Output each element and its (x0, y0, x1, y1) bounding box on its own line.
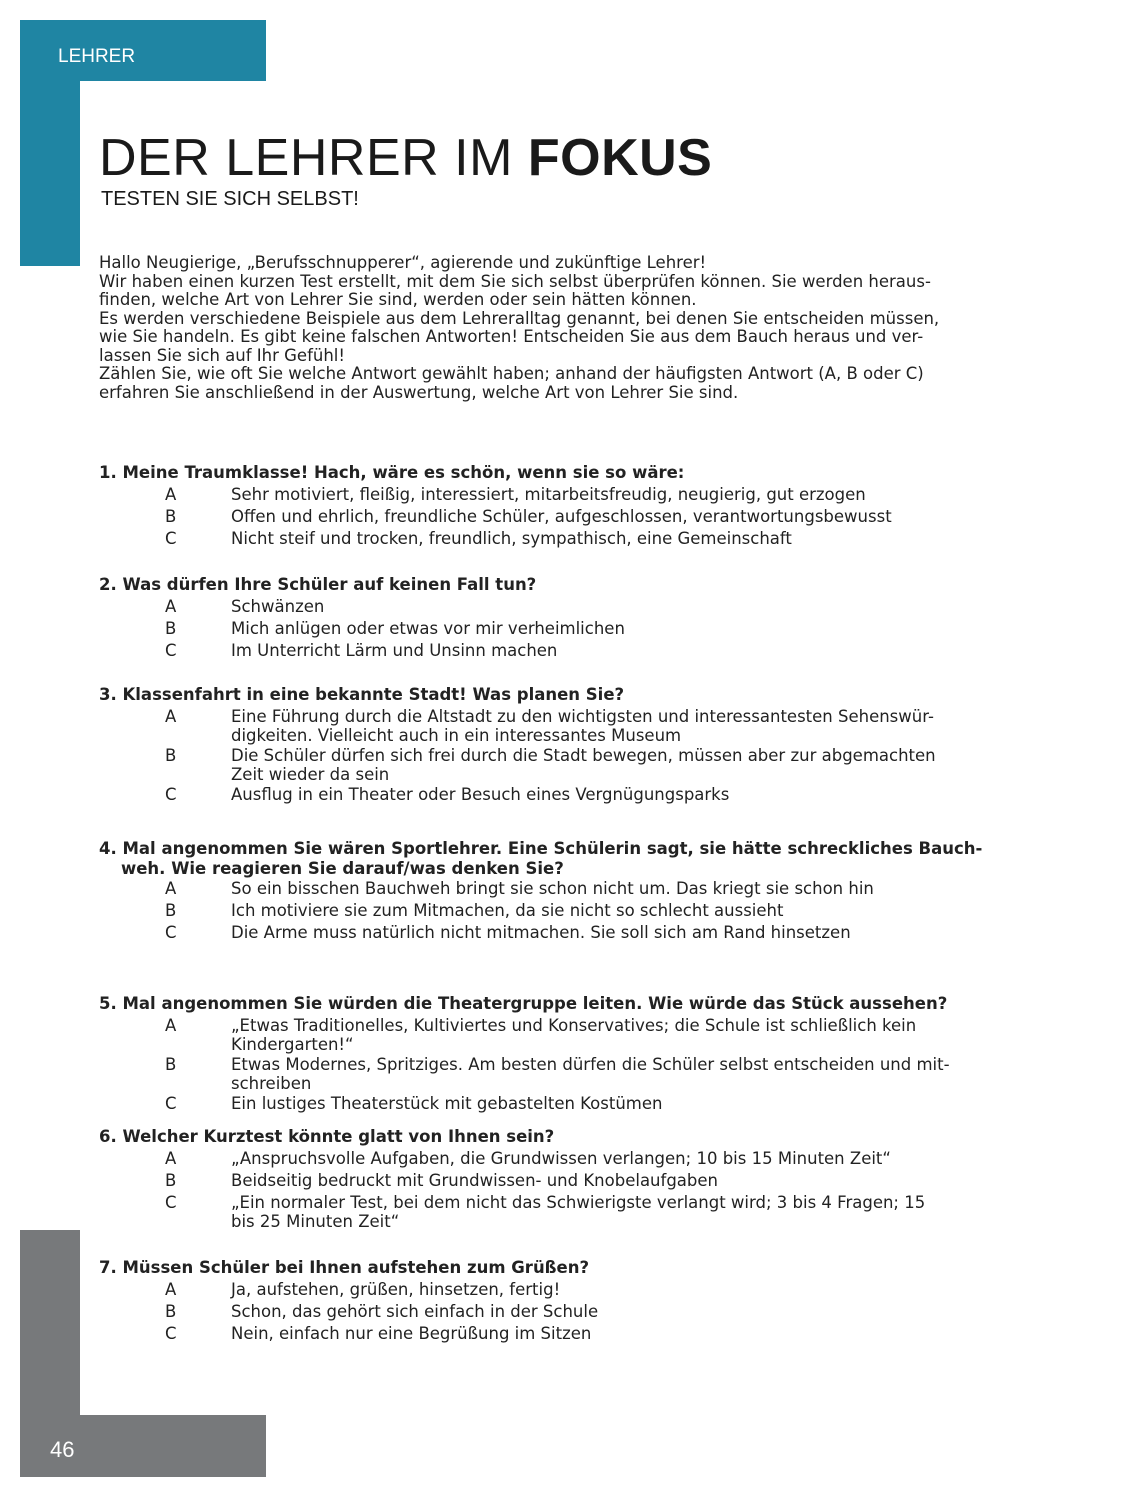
section-label: LEHRER (58, 46, 136, 67)
question-2 (99, 574, 625, 662)
answer-letter: A (165, 1016, 177, 1035)
answer-option-c (99, 1192, 925, 1231)
intro-line: Es werden verschiedene Beispiele aus dem Lehreralltag genannt, bei denen Sie entscheiden müssen, (99, 308, 940, 328)
answer-letter: B (165, 1171, 177, 1190)
answer-line: Schon, das gehört sich einfach in der Schule (231, 1302, 599, 1321)
answer-text (231, 1279, 560, 1301)
answer-option-c (99, 784, 936, 806)
question-6 (99, 1126, 925, 1231)
answer-line: Ein lustiges Theaterstück mit gebastelten Kostümen (231, 1094, 663, 1113)
question-title: 1. Meine Traumklasse! Hach, wäre es schön, wenn sie so wäre: (99, 463, 685, 482)
answer-text (231, 878, 874, 900)
answer-line: Nein, einfach nur eine Begrüßung im Sitzen (231, 1324, 592, 1343)
answer-text (231, 922, 851, 944)
answer-line: Beidseitig bedruckt mit Grundwissen- und Knobelaufgaben (231, 1171, 718, 1190)
answer-line: So ein bisschen Bauchweh bringt sie schon nicht um. Das kriegt sie schon hin (231, 879, 874, 898)
intro-line: wie Sie handeln. Es gibt keine falschen Antworten! Entscheiden Sie aus dem Bauch heraus und ver- (99, 327, 924, 346)
answer-option-a (99, 706, 936, 745)
page-number: 46 (50, 1437, 75, 1462)
answer-line: Die Arme muss natürlich nicht mitmachen. Sie soll sich am Rand hinsetzen (231, 923, 851, 942)
answer-letter: B (165, 1302, 177, 1321)
answer-option-a (99, 878, 982, 900)
answer-text (231, 1170, 718, 1192)
title-regular: DER LEHRER (99, 129, 440, 187)
answer-letter: B (165, 901, 177, 920)
answer-text (231, 1015, 916, 1054)
answer-text (231, 596, 324, 618)
page-subtitle: TESTEN SIE SICH SELBST! (101, 188, 359, 210)
page-title (99, 128, 712, 188)
answer-line: schreiben (231, 1073, 312, 1093)
answer-text (231, 1093, 662, 1115)
answer-letter: C (165, 529, 177, 548)
answer-option-c (99, 922, 982, 944)
answer-option-a (99, 1148, 925, 1170)
answer-line: Nicht steif und trocken, freundlich, sympathisch, eine Gemeinschaft (231, 529, 792, 548)
answer-line: Schwänzen (231, 597, 325, 616)
answer-letter: C (165, 923, 177, 942)
answer-letter: B (165, 619, 177, 638)
answer-letter: C (165, 1094, 177, 1113)
answer-text (231, 1192, 925, 1231)
answer-option-b (99, 1170, 925, 1192)
answer-option-a (99, 596, 625, 618)
answer-line: Im Unterricht Lärm und Unsinn machen (231, 641, 558, 660)
answer-option-a (99, 1279, 598, 1301)
intro-line: Hallo Neugierige, „Berufsschnupperer“, agierende und zukünftige Lehrer! (99, 253, 707, 272)
answer-text (231, 1301, 598, 1323)
answer-letter: C (165, 1324, 177, 1343)
intro-line: Zählen Sie, wie oft Sie welche Antwort gewählt haben; anhand der häufigsten Antwort (A, B oder C) (99, 364, 924, 383)
answer-text (231, 1054, 950, 1093)
answer-text (231, 706, 934, 745)
intro-line: finden, welche Art von Lehrer Sie sind, werden oder sein hätten können. (99, 290, 697, 309)
answer-text (231, 1323, 591, 1345)
answer-line: Etwas Modernes, Spritziges. Am besten dürfen die Schüler selbst entscheiden und mit- (231, 1055, 950, 1074)
question-3 (99, 684, 936, 806)
title-im: IM (454, 129, 513, 187)
answer-letter: C (165, 641, 177, 660)
question-1 (99, 462, 892, 550)
answer-option-b (99, 506, 892, 528)
question-title: 3. Klassenfahrt in eine bekannte Stadt! Was planen Sie? (99, 685, 625, 704)
answer-text (231, 484, 866, 506)
answer-line: Eine Führung durch die Altstadt zu den wichtigsten und interessantesten Sehenswür- (231, 707, 934, 726)
answer-letter: C (165, 1193, 177, 1212)
intro-line: lassen Sie sich auf Ihr Gefühl! (99, 345, 345, 365)
answer-option-c (99, 528, 892, 550)
answer-line: „Anspruchsvolle Aufgaben, die Grundwissen verlangen; 10 bis 15 Minuten Zeit“ (231, 1149, 891, 1168)
answer-text (231, 618, 625, 640)
title-bold: FOKUS (527, 129, 713, 187)
answer-line: Offen und ehrlich, freundliche Schüler, aufgeschlossen, verantwortungsbewusst (231, 507, 892, 526)
answer-option-c (99, 1093, 950, 1115)
answer-letter: C (165, 785, 177, 804)
answer-letter: A (165, 1149, 177, 1168)
question-title: 7. Müssen Schüler bei Ihnen aufstehen zum Grüßen? (99, 1258, 590, 1277)
answer-line: Ausflug in ein Theater oder Besuch eines Vergnügungsparks (231, 785, 730, 804)
answer-line: Kindergarten!“ (231, 1034, 354, 1054)
intro-text (99, 254, 939, 402)
answer-line: „Etwas Traditionelles, Kultiviertes und Konservatives; die Schule ist schließlich kein (231, 1016, 917, 1035)
answer-letter: A (165, 879, 177, 898)
answer-option-b (99, 1301, 598, 1323)
answer-text (231, 784, 729, 806)
answer-letter: A (165, 485, 177, 504)
answer-option-b (99, 618, 625, 640)
answer-letter: A (165, 1280, 177, 1299)
question-title: 5. Mal angenommen Sie würden die Theatergruppe leiten. Wie würde das Stück aussehen? (99, 994, 948, 1013)
answer-text (231, 900, 783, 922)
answer-line: Ich motiviere sie zum Mitmachen, da sie nicht so schlecht aussieht (231, 901, 784, 920)
question-4 (99, 838, 982, 944)
answer-option-b (99, 745, 936, 784)
question-5 (99, 993, 950, 1115)
answer-letter: B (165, 1055, 177, 1074)
intro-line: Wir haben einen kurzen Test erstellt, mit dem Sie sich selbst überprüfen können. Sie werden heraus- (99, 271, 931, 291)
answer-line: Zeit wieder da sein (231, 764, 390, 784)
question-title: 4. Mal angenommen Sie wären Sportlehrer. Eine Schülerin sagt, sie hätte schreckliches Bauch- (99, 839, 983, 858)
answer-line: Sehr motiviert, fleißig, interessiert, mitarbeitsfreudig, neugierig, gut erzogen (231, 485, 866, 504)
question-title: 2. Was dürfen Ihre Schüler auf keinen Fall tun? (99, 575, 537, 594)
answer-text (231, 1148, 891, 1170)
answer-line: digkeiten. Vielleicht auch in ein interessantes Museum (231, 725, 682, 745)
answer-text (231, 745, 936, 784)
answer-line: bis 25 Minuten Zeit“ (231, 1211, 400, 1231)
answer-option-c (99, 640, 625, 662)
answer-option-c (99, 1323, 598, 1345)
answer-option-b (99, 1054, 950, 1093)
answer-letter: B (165, 507, 177, 526)
answer-option-a (99, 1015, 950, 1054)
answer-line: Ja, aufstehen, grüßen, hinsetzen, fertig! (231, 1280, 561, 1299)
answer-line: Mich anlügen oder etwas vor mir verheimlichen (231, 619, 625, 638)
answer-option-b (99, 900, 982, 922)
answer-text (231, 506, 892, 528)
answer-letter: A (165, 707, 177, 726)
answer-line: Die Schüler dürfen sich frei durch die Stadt bewegen, müssen aber zur abgemachten (231, 746, 936, 765)
question-title: weh. Wie reagieren Sie darauf/was denken Sie? (121, 859, 564, 878)
answer-line: „Ein normaler Test, bei dem nicht das Schwierigste verlangt wird; 3 bis 4 Fragen; 15 (231, 1193, 926, 1212)
answer-text (231, 640, 557, 662)
question-title: 6. Welcher Kurztest könnte glatt von Ihnen sein? (99, 1127, 555, 1146)
answer-text (231, 528, 792, 550)
question-7 (99, 1257, 598, 1345)
intro-line: erfahren Sie anschließend in der Auswertung, welche Art von Lehrer Sie sind. (99, 382, 739, 402)
answer-letter: B (165, 746, 177, 765)
answer-letter: A (165, 597, 177, 616)
answer-option-a (99, 484, 892, 506)
